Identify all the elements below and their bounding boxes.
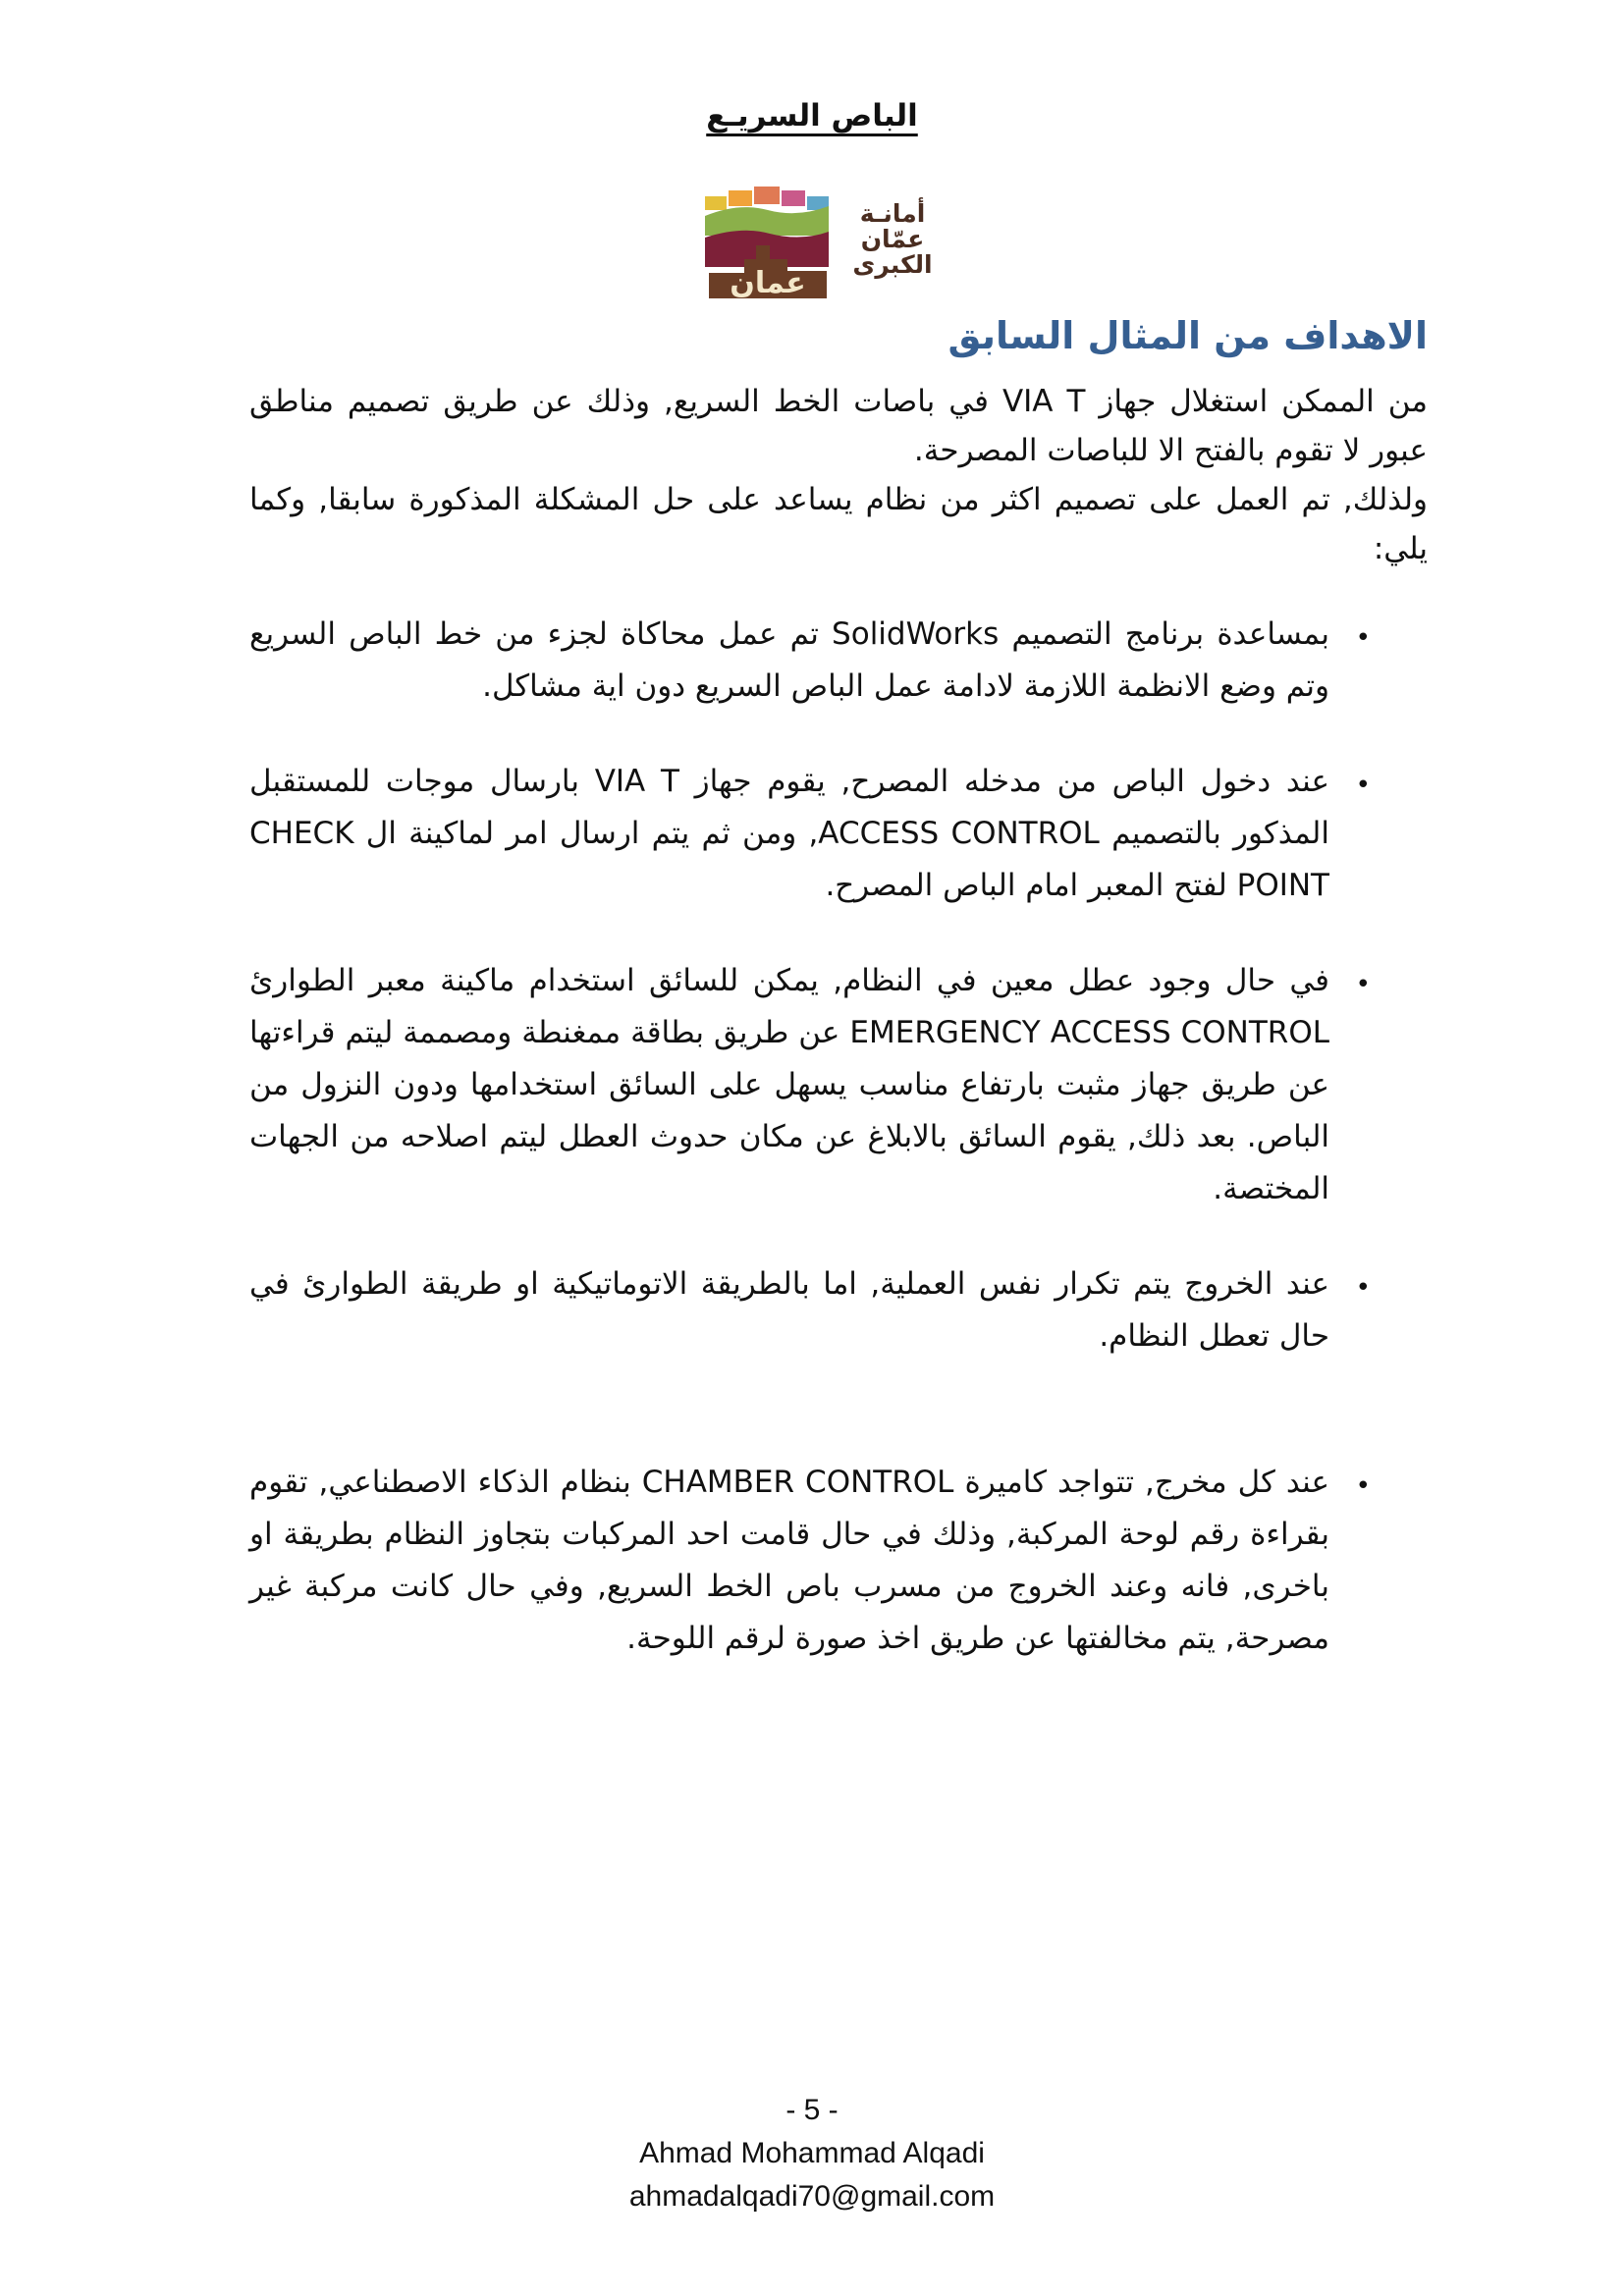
intro-text xyxy=(249,377,1428,573)
list-item-text: في حال وجود عطل معين في النظام, يمكن للسائق استخدام ماكينة معبر الطوارئ EMERGENCY ACCESS CONTROL عن طريق بطاقة ممغنطة ومصممة ليتم قراءتها عن طريق جهاز مثبت بارتفاع مناسب يسهل على السائق استخدامها ودون النزول من الباص. بعد ذلك, يقوم السائق بالابلاغ عن مكان حدوث العطل ليتم اصلاحه من الجهات المختصة. xyxy=(249,963,1330,1206)
logo-line-3: الكبرى xyxy=(852,250,933,280)
list-item-text: عند دخول الباص من مدخله المصرح, يقوم جهاز VIA T بارسال موجات للمستقبل المذكور بالتصميم ACCESS CONTROL, ومن ثم يتم ارسال امر لماكينة ال CHECK POINT لفتح المعبر امام الباص المصرح. xyxy=(249,764,1329,903)
logo-line-2: عمّان xyxy=(860,224,925,253)
page-title: الباص السريـع xyxy=(706,98,918,133)
bullet-icon: • xyxy=(1355,1273,1371,1303)
bullet-icon: • xyxy=(1355,623,1371,653)
amman-municipality-logo-icon xyxy=(699,177,835,302)
list-item xyxy=(249,1258,1371,1362)
list-item xyxy=(249,955,1371,1215)
list-item-text: عند كل مخرج, تتواجد كاميرة CHAMBER CONTROL بنظام الذكاء الاصطناعي, تقوم بقراءة رقم لوحة المركبة, وذلك في حال قامت احد المركبات بتجاوز النظام بطريقة او باخرى, فانه وعند الخروج من مسرب باص الخط السريع, وفي حال كانت مركبة غير مصرحة, يتم مخالفتها عن طريق اخذ صورة لرقم اللوحة. xyxy=(249,1465,1329,1656)
logo-line-1: أمانـة xyxy=(859,198,926,228)
footer-email: ahmadalqadi70@gmail.com xyxy=(628,2180,996,2213)
section-heading: الاهداف من المثال السابق xyxy=(947,314,1428,357)
bullet-icon: • xyxy=(1355,771,1371,800)
svg-text:عمان: عمان xyxy=(730,266,806,300)
bullet-list xyxy=(249,609,1371,1665)
page-number: - 5 - xyxy=(785,2094,839,2126)
list-item-text: بمساعدة برنامج التصميم SolidWorks تم عمل محاكاة لجزء من خط الباص السريع وتم وضع الانظمة اللازمة لادامة عمل الباص السريع دون اية مشاكل. xyxy=(249,616,1329,704)
list-item xyxy=(249,1457,1371,1665)
intro-paragraph-1: من الممكن استغلال جهاز VIA T في باصات الخط السريع, وذلك عن طريق تصميم مناطق عبور لا تقوم بالفتح الا للباصات المصرحة. xyxy=(249,384,1428,468)
footer-author: Ahmad Mohammad Alqadi xyxy=(639,2137,985,2169)
list-item-text: عند الخروج يتم تكرار نفس العملية, اما بالطريقة الاتوماتيكية او طريقة الطوارئ في حال تعطل النظام. xyxy=(249,1266,1329,1354)
intro-paragraph-2: ولذلك, تم العمل على تصميم اكثر من نظام يساعد على حل المشكلة المذكورة سابقا, وكما يلي: xyxy=(249,482,1428,566)
amman-municipality-logo xyxy=(699,175,956,304)
list-item xyxy=(249,609,1371,713)
page-footer xyxy=(0,2089,1624,2218)
list-item xyxy=(249,756,1371,912)
bullet-icon: • xyxy=(1355,970,1371,999)
bullet-icon: • xyxy=(1355,1471,1371,1501)
logo-text xyxy=(835,198,956,280)
